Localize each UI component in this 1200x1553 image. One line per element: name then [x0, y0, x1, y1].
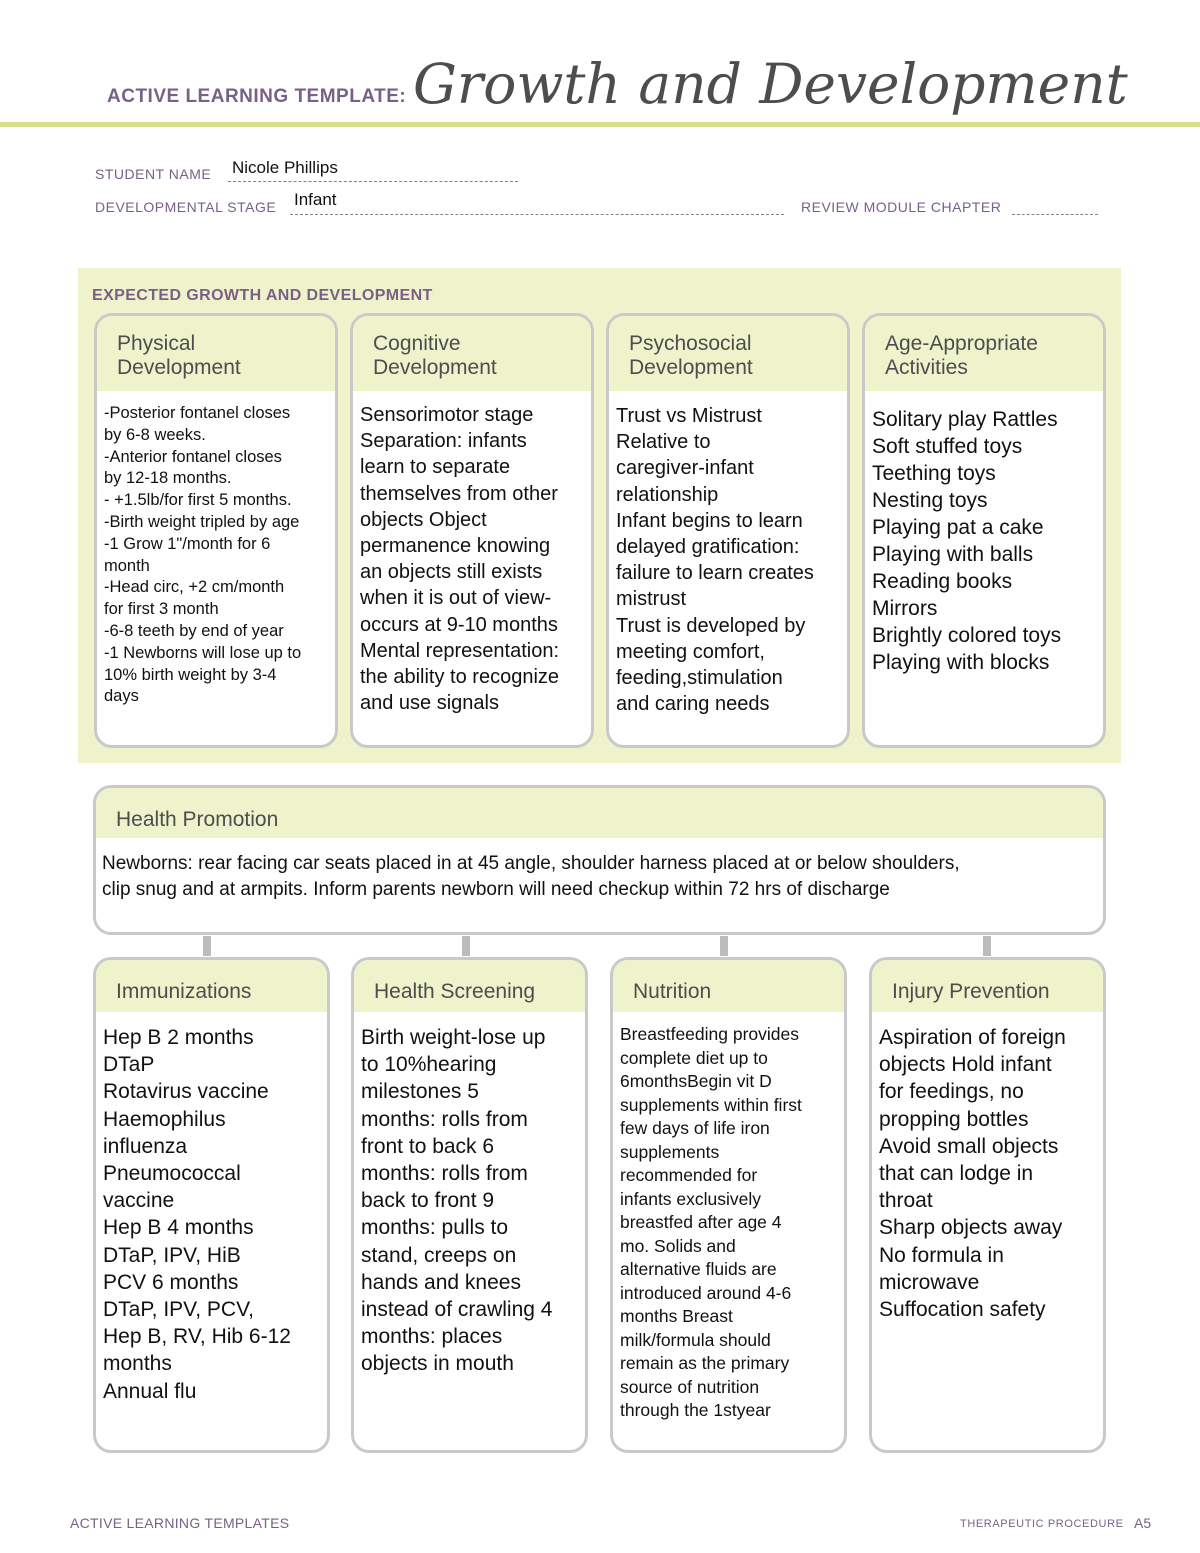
student-name-field[interactable]: Nicole Phillips: [232, 158, 338, 177]
card-title: Immunizations: [96, 960, 327, 1012]
health-screening-card: [351, 957, 588, 1453]
template-label: ACTIVE LEARNING TEMPLATE:: [107, 86, 407, 107]
page-title: Growth and Development: [413, 52, 1128, 116]
connector-immunizations: [203, 936, 211, 956]
student-name-label: STUDENT NAME: [95, 166, 212, 182]
card-body: Birth weight-lose up to 10%hearing milestones 5 months: rolls from front to back 6 months: rolls from back to front 9 months: pulls to stand, creeps on hands and knees instead of crawling 4 months: places objects in mouth: [361, 1026, 553, 1376]
card-title-line1: Cognitive: [373, 332, 461, 355]
card-body: Solitary play Rattles Soft stuffed toys Teething toys Nesting toys Playing pat a cake Playing with balls Reading books Mirrors Brightly colored toys Playing with blocks: [872, 408, 1062, 674]
card-title-line2: Development: [117, 356, 241, 379]
card-body: -Posterior fontanel closes by 6-8 weeks. -Anterior fontanel closes by 12-18 months. - +1.5lb/for first 5 months. -Birth weight tripled by age -1 Grow 1"/month for 6 month -Head circ, +2 cm/month for first 3 month -6-8 teeth by end of year -1 Newborns will lose up to 10% birth weight by 3-4 days: [104, 404, 302, 706]
card-body: Sensorimotor stage Separation: infants learn to separate themselves from other objects Object permanence knowing an objects still exists when it is out of view- occurs at 9-10 months Mental representation: the ability to recognize and use signals: [360, 404, 560, 715]
connector-injury-prevention: [983, 936, 991, 956]
developmental-stage-field[interactable]: Infant: [294, 190, 337, 209]
card-header: [97, 316, 335, 391]
connector-health-screening: [462, 936, 470, 956]
card-header: [353, 316, 591, 391]
expected-growth-title: EXPECTED GROWTH AND DEVELOPMENT: [92, 287, 433, 304]
connector-nutrition: [720, 936, 728, 956]
card-title: Health Screening: [354, 960, 585, 1012]
injury-prevention-card: [869, 957, 1106, 1453]
student-name-line: [228, 181, 518, 182]
immunizations-card: [93, 957, 330, 1453]
card-header: [609, 316, 847, 391]
card-title-line2: Activities: [885, 356, 968, 379]
card-title: Nutrition: [613, 960, 844, 1012]
review-module-label: REVIEW MODULE CHAPTER: [801, 199, 1002, 215]
psychosocial-development-card: [606, 313, 850, 748]
page-number: A5: [1134, 1515, 1152, 1531]
card-title-line1: Psychosocial: [629, 332, 752, 355]
review-module-line: [1012, 214, 1098, 215]
health-promotion-body: Newborns: rear facing car seats placed in at 45 angle, shoulder harness placed at or below shoulders, clip snug and at armpits. Inform parents newborn will need checkup within 72 hrs of discharge: [102, 853, 960, 900]
footer-left: ACTIVE LEARNING TEMPLATES: [70, 1515, 290, 1531]
cognitive-development-card: [350, 313, 594, 748]
card-body: Trust vs Mistrust Relative to caregiver-infant relationship Infant begins to learn delayed gratification: failure to learn creates mistrust Trust is developed by meeting comfort, feeding,stimulation and caring needs: [616, 405, 814, 716]
physical-development-card: [94, 313, 338, 748]
card-title-line1: Age-Appropriate: [885, 332, 1038, 355]
nutrition-card: [610, 957, 847, 1453]
card-title-line1: Physical: [117, 332, 196, 355]
card-title-line2: Development: [373, 356, 497, 379]
developmental-stage-line: [290, 214, 784, 215]
card-title: Injury Prevention: [872, 960, 1103, 1012]
age-appropriate-activities-card: [862, 313, 1106, 748]
card-title-line2: Development: [629, 356, 753, 379]
card-body: Hep B 2 months DTaP Rotavirus vaccine Haemophilus influenza Pneumococcal vaccine Hep B 4 months DTaP, IPV, HiB PCV 6 months DTaP, IPV, PCV, Hep B, RV, Hib 6-12 months Annual flu: [103, 1026, 291, 1403]
card-header: [865, 316, 1103, 391]
health-promotion-card: [93, 785, 1106, 935]
developmental-stage-label: DEVELOPMENTAL STAGE: [95, 199, 277, 215]
title-divider: [0, 122, 1200, 127]
health-promotion-title: Health Promotion: [96, 788, 1103, 838]
card-body: Aspiration of foreign objects Hold infant for feedings, no propping bottles Avoid small objects that can lodge in throat Sharp objects away No formula in microwave Suffocation safety: [879, 1026, 1066, 1322]
footer-right: THERAPEUTIC PROCEDURE: [960, 1518, 1124, 1530]
card-body: Breastfeeding provides complete diet up to 6monthsBegin vit D supplements within first few days of life iron supplements recommended for infants exclusively breastfed after age 4 mo. Solids and alternative fluids are introduced around 4-6 months Breast milk/formula should remain as the primary source of nutrition through the 1styear: [620, 1024, 802, 1420]
